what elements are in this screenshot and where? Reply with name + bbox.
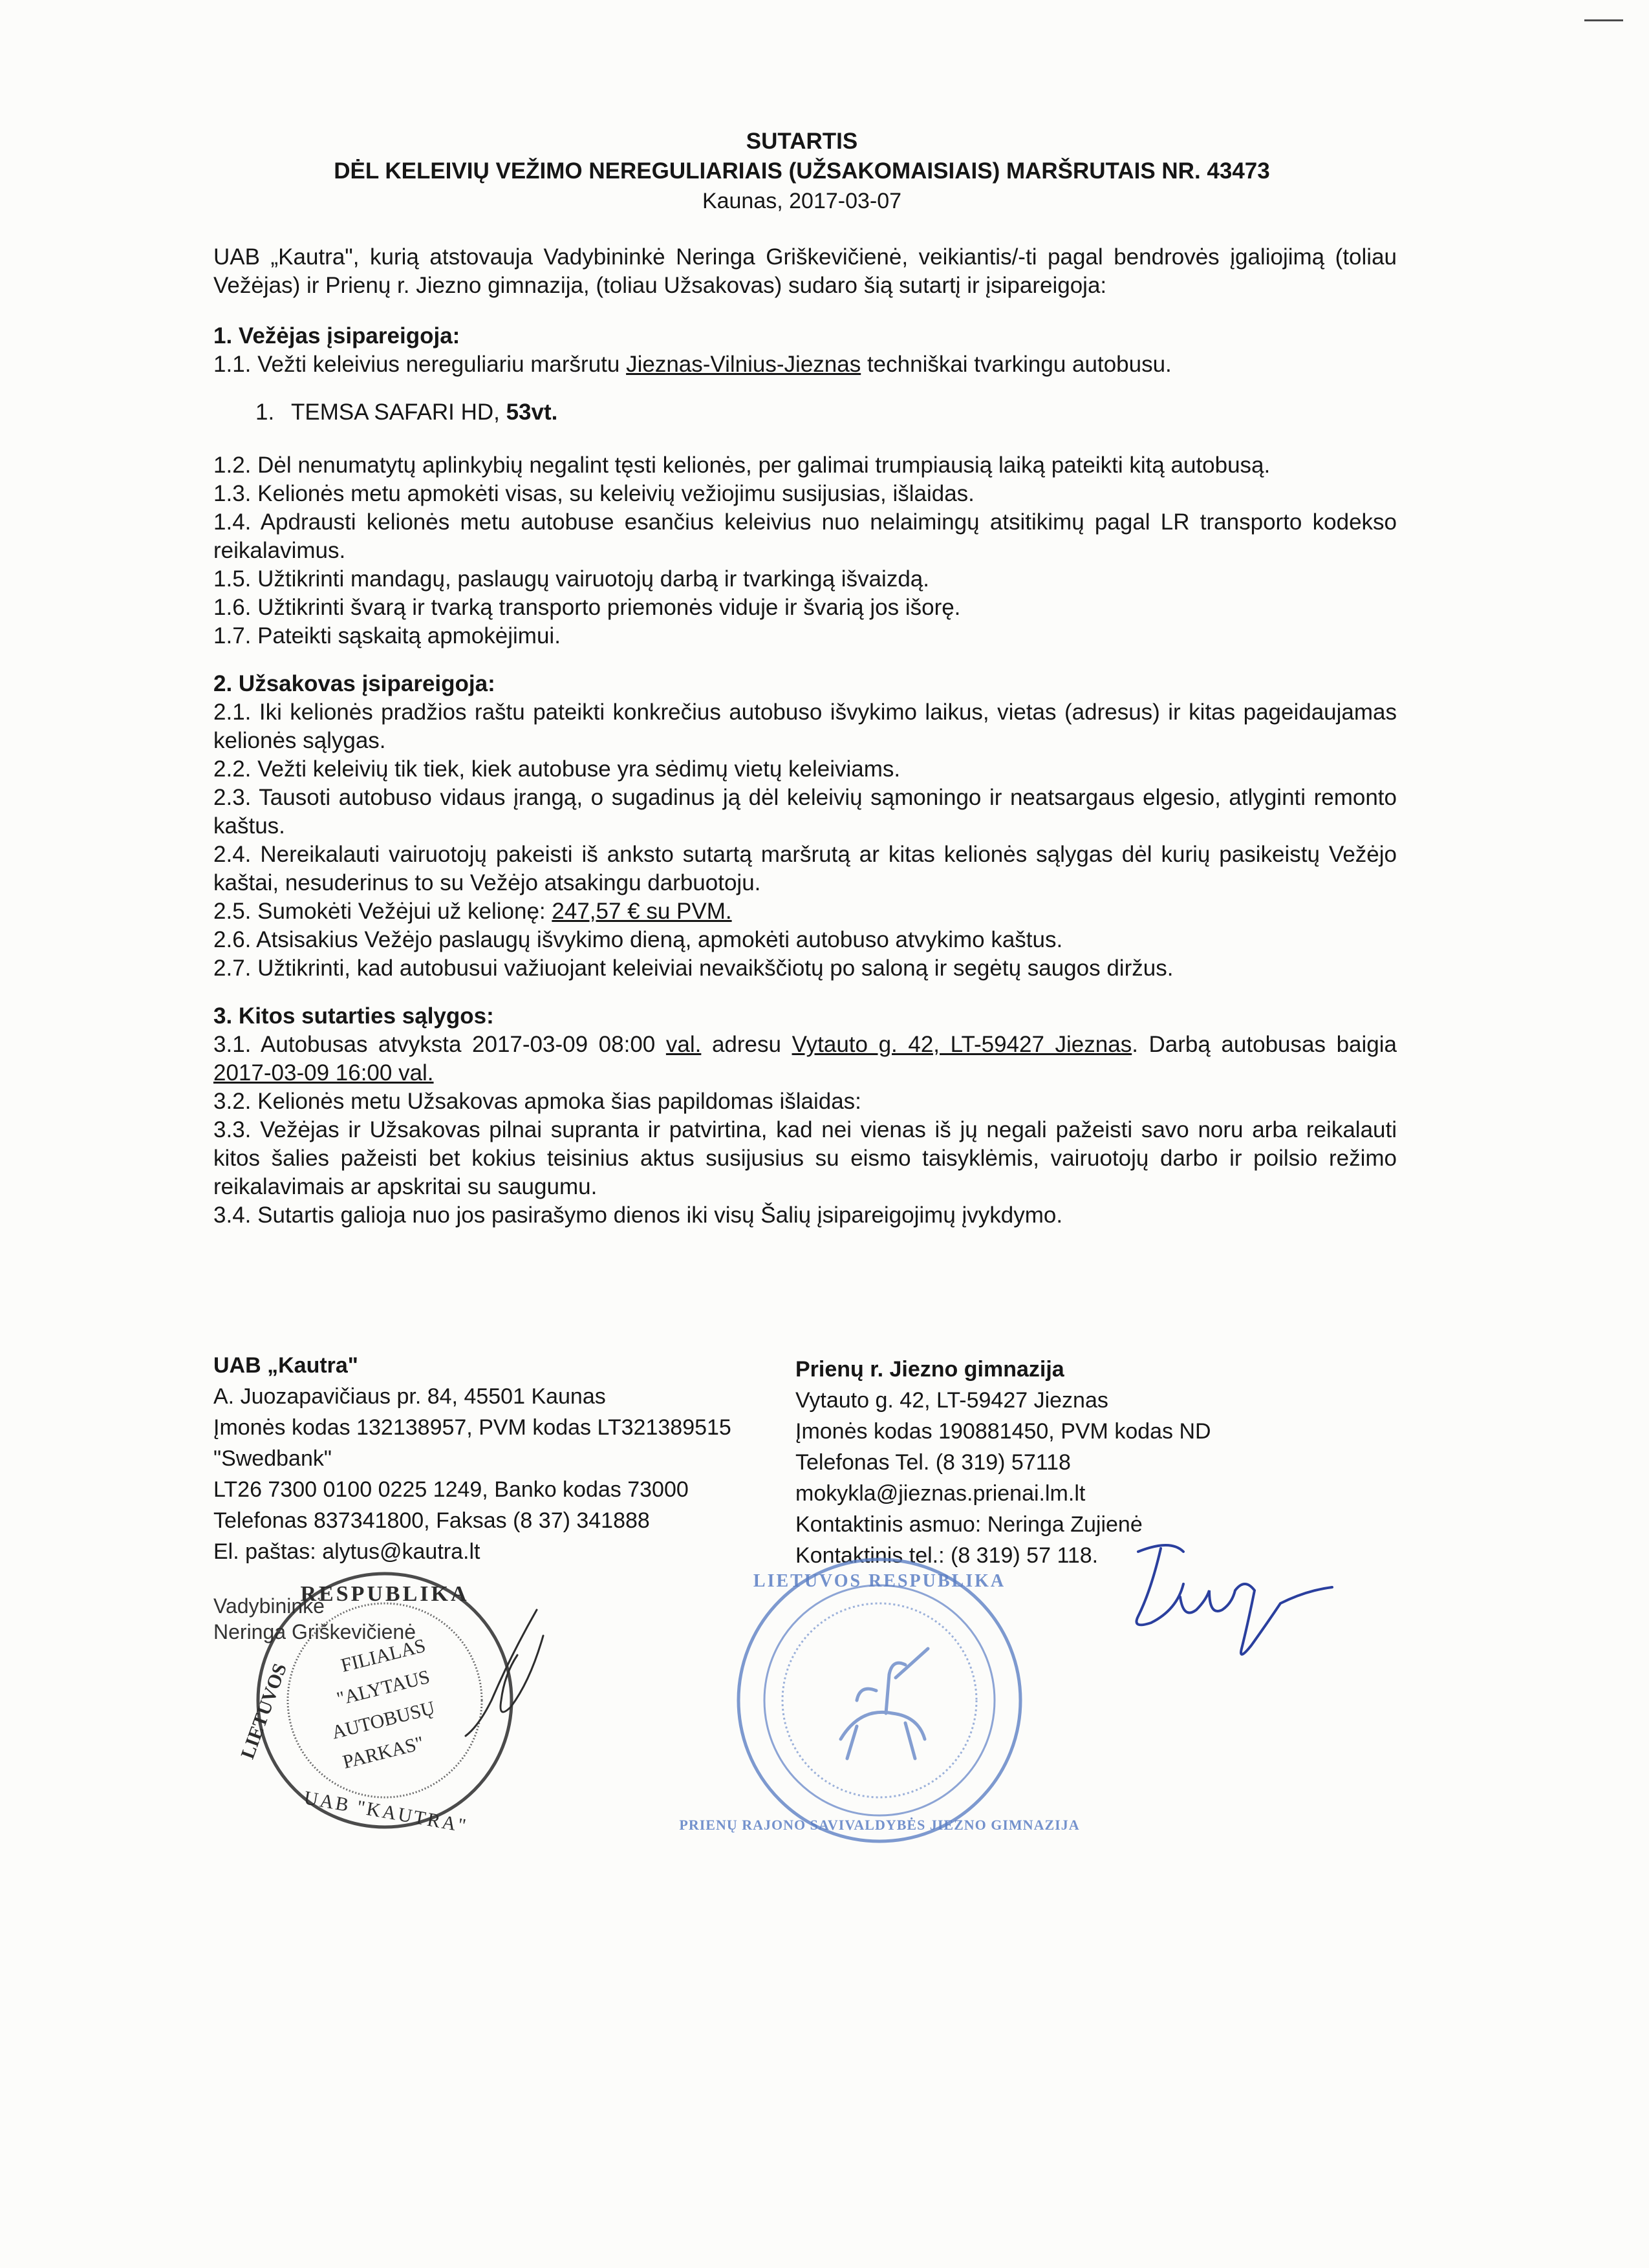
arrival-time-unit: val. bbox=[665, 1032, 702, 1057]
clause-3-1-text-c: . Darbą autobusas baigia bbox=[1132, 1032, 1397, 1057]
clause-2-1: 2.1. Iki kelionės pradžios raštu pateikti konkrečius autobuso išvykimo laikus, vietas (adresus) ir kitas pageidaujamas kelionės sąlygas. bbox=[213, 700, 1397, 753]
signatory-name: Neringa Griškevičienė bbox=[213, 1620, 416, 1643]
carrier-signature-image bbox=[440, 1597, 569, 1752]
section-1-title: 1. Vežėjas įsipareigoja: bbox=[213, 323, 460, 348]
carrier-email: El. paštas: alytus@kautra.lt bbox=[213, 1539, 480, 1564]
document-subtitle: DĖL KELEIVIŲ VEŽIMO NEREGULIARIAIS (UŽSAKOMAISIAIS) MARŠRUTAIS NR. 43473 bbox=[334, 158, 1270, 184]
clause-2-5 bbox=[213, 897, 1397, 926]
bus-seats: 53vt. bbox=[506, 400, 558, 425]
clause-2-3: 2.3. Tausoti autobuso vidaus įrangą, o sugadinus ją dėl keleivių sąmoningo ir neatsargaus elgesio, atlyginti remonto kaštus. bbox=[213, 785, 1397, 839]
carrier-account: LT26 7300 0100 0225 1249, Banko kodas 73000 bbox=[213, 1477, 689, 1502]
svg-text:"ALYTAUS: "ALYTAUS bbox=[334, 1666, 432, 1710]
section-2 bbox=[213, 670, 1397, 983]
svg-text:LIETUVOS: LIETUVOS bbox=[237, 1660, 291, 1762]
svg-text:UAB "KAUTRA": UAB "KAUTRA" bbox=[302, 1787, 469, 1837]
document-header bbox=[213, 127, 1390, 216]
end-datetime: 2017-03-09 16:00 val. bbox=[213, 1060, 434, 1086]
clause-1-1 bbox=[213, 350, 1397, 379]
customer-signature-image bbox=[1112, 1532, 1345, 1668]
place-date: Kaunas, 2017-03-07 bbox=[702, 189, 902, 213]
clause-1-5: 1.5. Užtikrinti mandagų, paslaugų vairuotojų darbą ir tvarkingą išvaizdą. bbox=[213, 566, 929, 592]
clause-3-3: 3.3. Vežėjas ir Užsakovas pilnai supranta ir patvirtina, kad nei vienas iš jų negali pažeisti savo noru arba reikalauti kitos šalies pažeisti bet kokius teisinius aktus susijusius su eismo taisyklėmis, vairuotojų darbo ir poilsio režimo reikalavimais ar apskritai su saugumu. bbox=[213, 1117, 1397, 1199]
clause-3-1 bbox=[213, 1031, 1397, 1087]
customer-codes: Įmonės kodas 190881450, PVM kodas ND bbox=[795, 1419, 1211, 1444]
svg-text:LIETUVOS RESPUBLIKA: LIETUVOS RESPUBLIKA bbox=[753, 1571, 1006, 1591]
svg-text:RESPUBLIKA: RESPUBLIKA bbox=[300, 1582, 469, 1606]
customer-phone: Telefonas Tel. (8 319) 57118 bbox=[795, 1450, 1071, 1475]
scan-edge-mark bbox=[1584, 19, 1623, 21]
customer-name: Prienų r. Jiezno gimnazija bbox=[795, 1357, 1064, 1382]
svg-text:AUTOBUSŲ: AUTOBUSŲ bbox=[329, 1697, 437, 1744]
clause-1-6: 1.6. Užtikrinti švarą ir tvarką transporto priemonės viduje ir švarią jos išorę. bbox=[213, 595, 961, 620]
clause-3-2: 3.2. Kelionės metu Užsakovas apmoka šias papildomas išlaidas: bbox=[213, 1089, 861, 1114]
customer-contact: Kontaktinis asmuo: Neringa Zujienė bbox=[795, 1512, 1143, 1537]
section-1 bbox=[213, 322, 1397, 650]
clause-2-6: 2.6. Atsisakius Vežėjo paslaugų išvykimo dieną, apmokėti autobuso atvykimo kaštus. bbox=[213, 927, 1063, 952]
carrier-address: A. Juozapavičiaus pr. 84, 45501 Kaunas bbox=[213, 1384, 606, 1409]
route-value: Jieznas-Vilnius-Jieznas bbox=[626, 352, 861, 377]
intro-paragraph: UAB „Kautra", kurią atstovauja Vadybininkė Neringa Griškevičienė, veikiantis/-ti pagal bendrovės įgaliojimą (toliau Vežėjas) ir Prienų r. Jiezno gimnazija, (toliau Užsakovas) sudaro šią sutartį ir įsipareigoja: bbox=[213, 244, 1397, 298]
clause-2-4: 2.4. Nereikalauti vairuotojų pakeisti iš anksto sutartą maršrutą ar kitas kelionės sąlygas dėl kurių pasikeistų Vežėjo kaštai, nesuderinus to su Vežėjo atsakingu darbuotoju. bbox=[213, 842, 1397, 895]
bus-number: 1. bbox=[255, 400, 275, 425]
clause-1-2: 1.2. Dėl nenumatytų aplinkybių negalint tęsti kelionės, per galimai trumpiausią laiką pateikti kitą autobusą. bbox=[213, 453, 1271, 478]
carrier-details bbox=[213, 1350, 782, 1567]
clause-1-1-prefix: 1.1. Vežti keleivius nereguliariu maršrutu bbox=[213, 352, 627, 377]
section-2-title: 2. Užsakovas įsipareigoja: bbox=[213, 671, 495, 696]
carrier-signature bbox=[440, 1597, 569, 1755]
section-3-title: 3. Kitos sutarties sąlygos: bbox=[213, 1003, 494, 1029]
clause-1-4: 1.4. Apdrausti kelionės metu autobuse esančius keleivius nuo nelaimingų atsitikimų pagal LR transporto kodekso reikalavimus. bbox=[213, 509, 1397, 563]
carrier-phone: Telefonas 837341800, Faksas (8 37) 341888 bbox=[213, 1508, 650, 1533]
section-3 bbox=[213, 1002, 1397, 1230]
svg-text:FILIALAS: FILIALAS bbox=[339, 1634, 428, 1676]
clause-2-2: 2.2. Vežti keleivių tik tiek, kiek autobuse yra sėdimų vietų keleiviams. bbox=[213, 756, 901, 782]
clause-1-7: 1.7. Pateikti sąskaitą apmokėjimui. bbox=[213, 623, 561, 648]
svg-text:PRIENŲ RAJONO SAVIVALDYBĖS JIE: PRIENŲ RAJONO SAVIVALDYBĖS JIEZNO GIMNAZIJA bbox=[679, 1817, 1080, 1833]
bus-model: TEMSA SAFARI HD, bbox=[291, 400, 506, 425]
customer-contact-phone: Kontaktinis tel.: (8 319) 57 118. bbox=[795, 1543, 1099, 1568]
signatory-role: Vadybininkė bbox=[213, 1594, 325, 1618]
clause-3-1-text-b: adresu bbox=[701, 1032, 792, 1057]
carrier-codes: Įmonės kodas 132138957, PVM kodas LT321389515 bbox=[213, 1415, 731, 1440]
svg-text:PARKAS": PARKAS" bbox=[340, 1732, 426, 1773]
carrier-bank: "Swedbank" bbox=[213, 1446, 332, 1471]
clause-1-1-suffix: techniškai tvarkingu autobusu. bbox=[861, 352, 1172, 377]
price-value: 247,57 € su PVM. bbox=[552, 899, 732, 924]
customer-address: Vytauto g. 42, LT-59427 Jieznas bbox=[795, 1388, 1108, 1413]
clause-2-5-prefix: 2.5. Sumokėti Vežėjui už kelionę: bbox=[213, 899, 552, 924]
customer-signature bbox=[1112, 1532, 1345, 1671]
clause-2-7: 2.7. Užtikrinti, kad autobusui važiuojant keleiviai nevaikščiotų po saloną ir segėtų saugos diržus. bbox=[213, 956, 1174, 981]
document-title: SUTARTIS bbox=[746, 129, 858, 154]
carrier-name: UAB „Kautra" bbox=[213, 1353, 358, 1378]
clause-1-3: 1.3. Kelionės metu apmokėti visas, su keleivių vežiojimu susijusias, išlaidas. bbox=[213, 481, 975, 506]
pickup-address: Vytauto g. 42, LT-59427 Jieznas bbox=[792, 1032, 1132, 1057]
bus-line bbox=[213, 398, 1397, 427]
contract-body bbox=[213, 243, 1397, 1249]
customer-email: mokykla@jieznas.prienai.lm.lt bbox=[795, 1481, 1086, 1506]
clause-3-4: 3.4. Sutartis galioja nuo jos pasirašymo dienos iki visų Šalių įsipareigojimų įvykdymo. bbox=[213, 1203, 1063, 1228]
clause-3-1-text-a: 3.1. Autobusas atvyksta 2017-03-09 08:00 bbox=[213, 1032, 666, 1057]
